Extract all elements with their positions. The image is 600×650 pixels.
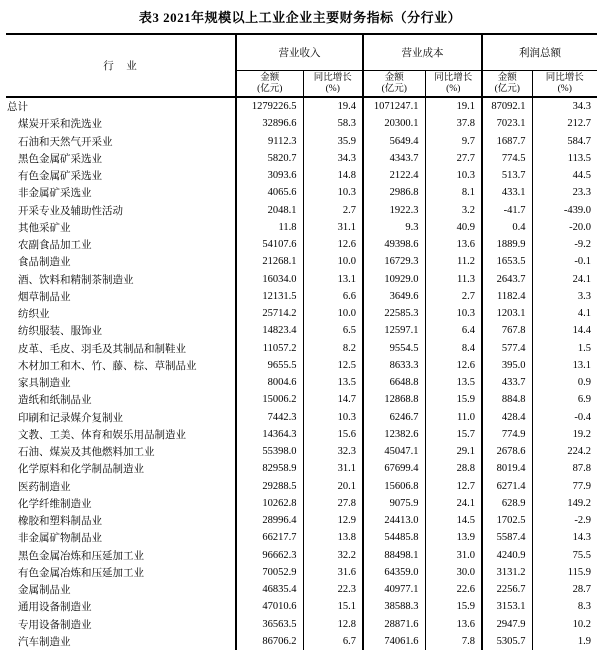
value-cell: 13.6 [425,236,482,253]
table-row [6,236,597,253]
industry-cell: 石油和天然气开采业 [6,133,236,150]
value-cell: 46835.4 [236,581,303,598]
table-row [6,478,597,495]
value-cell: 54107.6 [236,236,303,253]
value-cell: 28871.6 [363,616,425,633]
value-cell: 9655.5 [236,357,303,374]
table-row [6,512,597,529]
table-row [6,133,597,150]
value-cell: 774.5 [482,150,532,167]
header-revenue-amount: 金额 (亿元) [236,71,303,98]
value-cell: 1.9 [577,635,591,647]
value-cell: 87.8 [572,463,591,475]
table-row [6,547,597,564]
value-cell: 12.7 [425,478,482,495]
table-row [6,374,597,391]
value-cell: 45047.1 [363,443,425,460]
industry-cell: 纺织服装、服饰业 [6,322,236,339]
value-cell: 7.8 [425,633,482,650]
value-cell: 513.7 [482,167,532,184]
value-cell: 13.5 [303,374,363,391]
value-cell: 11.0 [425,409,482,426]
value-cell: 14.5 [425,512,482,529]
value-cell: 34.3 [303,150,363,167]
value-cell: 22.3 [303,581,363,598]
table-row [6,340,597,357]
header-operating-cost: 营业成本 [363,34,482,71]
value-cell: 6271.4 [482,478,532,495]
value-cell: -9.2 [574,239,591,251]
value-cell: 12382.6 [363,426,425,443]
table-row [6,322,597,339]
value-cell: 3649.6 [363,288,425,305]
value-cell: 4.1 [577,308,591,320]
value-cell: -20.0 [569,221,591,233]
value-cell: 9.7 [425,133,482,150]
value-cell: 584.7 [567,135,591,147]
value-cell: 86706.2 [236,633,303,650]
industry-cell: 煤炭开采和洗选业 [6,115,236,132]
value-cell: 28996.4 [236,512,303,529]
table-row [6,564,597,581]
table-row [6,115,597,132]
header-operating-revenue: 营业收入 [236,34,363,71]
header-cost-growth: 同比增长 (%) [425,71,482,98]
value-cell: 2947.9 [482,616,532,633]
industry-cell: 非金属矿采选业 [6,184,236,201]
table-row [6,97,597,115]
value-cell: 5649.4 [363,133,425,150]
value-cell: 82958.9 [236,460,303,477]
value-cell: 4343.7 [363,150,425,167]
value-cell: 19.1 [425,97,482,115]
value-cell: 628.9 [482,495,532,512]
value-cell: 36563.5 [236,616,303,633]
value-cell: -439.0 [563,204,591,216]
value-cell: 115.9 [567,566,591,578]
value-cell: 13.5 [425,374,482,391]
value-cell: 66217.7 [236,529,303,546]
table-row [6,184,597,201]
table-row [6,357,597,374]
table-row [6,426,597,443]
value-cell: -41.7 [482,202,532,219]
value-cell: 40977.1 [363,581,425,598]
value-cell: 28.8 [425,460,482,477]
value-cell: 9554.5 [363,340,425,357]
value-cell: 54485.8 [363,529,425,546]
value-cell: 14.4 [572,325,591,337]
value-cell: 6.7 [303,633,363,650]
table-body [6,97,597,650]
value-cell: 6.9 [577,394,591,406]
value-cell: 12868.8 [363,391,425,408]
value-cell: 70052.9 [236,564,303,581]
value-cell: 34.3 [572,101,591,113]
value-cell: 32.2 [303,547,363,564]
value-cell: 15.9 [425,598,482,615]
value-cell: 31.1 [303,460,363,477]
industry-cell: 黑色金属矿采选业 [6,150,236,167]
table-row [6,305,597,322]
value-cell: 10.3 [303,409,363,426]
financial-indicators-table [6,33,597,650]
industry-cell: 非金属矿物制品业 [6,529,236,546]
value-cell: 31.6 [303,564,363,581]
value-cell: 23.3 [572,187,591,199]
value-cell: 7442.3 [236,409,303,426]
industry-cell: 有色金属矿采选业 [6,167,236,184]
industry-cell: 文教、工美、体育和娱乐用品制造业 [6,426,236,443]
value-cell: 49398.6 [363,236,425,253]
table-row [6,598,597,615]
industry-cell: 家具制造业 [6,374,236,391]
value-cell: 14364.3 [236,426,303,443]
value-cell: 7023.1 [482,115,532,132]
value-cell: 10262.8 [236,495,303,512]
value-cell: 28.7 [572,584,591,596]
industry-cell: 橡胶和塑料制品业 [6,512,236,529]
value-cell: 433.1 [482,184,532,201]
industry-cell: 通用设备制造业 [6,598,236,615]
industry-cell: 汽车制造业 [6,633,236,650]
value-cell: 6.6 [303,288,363,305]
table-row [6,202,597,219]
value-cell: 1687.7 [482,133,532,150]
value-cell: 88498.1 [363,547,425,564]
value-cell: 30.0 [425,564,482,581]
value-cell: 12.6 [425,357,482,374]
table-row [6,409,597,426]
value-cell: 149.2 [567,497,591,509]
value-cell: 15.7 [425,426,482,443]
value-cell: 8.1 [425,184,482,201]
value-cell: 20300.1 [363,115,425,132]
value-cell: 1702.5 [482,512,532,529]
table-row [6,219,597,236]
value-cell: 15.1 [303,598,363,615]
value-cell: 6246.7 [363,409,425,426]
value-cell: 19.4 [303,97,363,115]
table-row [6,271,597,288]
value-cell: 12131.5 [236,288,303,305]
industry-cell: 皮革、毛皮、羽毛及其制品和制鞋业 [6,340,236,357]
value-cell: 1071247.1 [363,97,425,115]
value-cell: 37.8 [425,115,482,132]
value-cell: 14.8 [303,167,363,184]
industry-cell: 化学纤维制造业 [6,495,236,512]
value-cell: 5587.4 [482,529,532,546]
value-cell: 38588.3 [363,598,425,615]
table-row [6,495,597,512]
table-row [6,167,597,184]
value-cell: 9112.3 [236,133,303,150]
value-cell: 29.1 [425,443,482,460]
value-cell: 3.3 [577,290,591,302]
value-cell: 6648.8 [363,374,425,391]
value-cell: 12.9 [303,512,363,529]
value-cell: -0.1 [574,256,591,268]
table-row [6,633,597,650]
value-cell: 113.5 [567,152,591,164]
value-cell: 15.6 [303,426,363,443]
table-header [6,34,597,97]
value-cell: 5305.7 [482,633,532,650]
industry-cell: 烟草制品业 [6,288,236,305]
value-cell: 47010.6 [236,598,303,615]
value-cell: 13.1 [572,359,591,371]
header-profit-amount: 金额 (亿元) [482,71,532,98]
value-cell: 12.8 [303,616,363,633]
value-cell: 2.7 [303,202,363,219]
value-cell: 55398.0 [236,443,303,460]
value-cell: 15006.2 [236,391,303,408]
value-cell: 31.1 [303,219,363,236]
value-cell: 2122.4 [363,167,425,184]
value-cell: 774.9 [482,426,532,443]
value-cell: 428.4 [482,409,532,426]
value-cell: 1653.5 [482,253,532,270]
industry-cell: 总计 [6,97,236,115]
value-cell: 21268.1 [236,253,303,270]
value-cell: 2643.7 [482,271,532,288]
value-cell: 3131.2 [482,564,532,581]
value-cell: 13.9 [425,529,482,546]
value-cell: 44.5 [572,170,591,182]
industry-cell: 纺织业 [6,305,236,322]
value-cell: 10.3 [303,184,363,201]
value-cell: 884.8 [482,391,532,408]
value-cell: 5820.7 [236,150,303,167]
table-row [6,288,597,305]
value-cell: -0.4 [574,411,591,423]
industry-cell: 有色金属冶炼和压延加工业 [6,564,236,581]
value-cell: 19.2 [572,428,591,440]
value-cell: 13.8 [303,529,363,546]
table-title: 表3 2021年规模以上工业企业主要财务指标（分行业） [138,10,462,25]
header-revenue-growth: 同比增长 (%) [303,71,363,98]
table-row [6,460,597,477]
value-cell: 24.1 [572,273,591,285]
value-cell: 11.3 [425,271,482,288]
value-cell: 67699.4 [363,460,425,477]
table-row [6,443,597,460]
header-total-profit: 利润总额 [482,34,597,71]
value-cell: 77.9 [572,480,591,492]
value-cell: 1889.9 [482,236,532,253]
value-cell: 8.3 [577,601,591,613]
industry-cell: 木材加工和木、竹、藤、棕、草制品业 [6,357,236,374]
value-cell: 1.5 [577,342,591,354]
value-cell: 11.2 [425,253,482,270]
industry-cell: 石油、煤炭及其他燃料加工业 [6,443,236,460]
value-cell: 16034.0 [236,271,303,288]
value-cell: 12597.1 [363,322,425,339]
value-cell: 8019.4 [482,460,532,477]
value-cell: 3153.1 [482,598,532,615]
value-cell: 2678.6 [482,443,532,460]
value-cell: 14823.4 [236,322,303,339]
value-cell: 0.4 [482,219,532,236]
value-cell: 20.1 [303,478,363,495]
value-cell: 75.5 [572,549,591,561]
value-cell: 32896.6 [236,115,303,132]
industry-cell: 化学原料和化学制品制造业 [6,460,236,477]
value-cell: 8633.3 [363,357,425,374]
value-cell: 24.1 [425,495,482,512]
value-cell: 10.2 [572,618,591,630]
value-cell: 767.8 [482,322,532,339]
value-cell: 577.4 [482,340,532,357]
value-cell: 14.3 [572,532,591,544]
value-cell: 3093.6 [236,167,303,184]
value-cell: 24413.0 [363,512,425,529]
value-cell: 224.2 [567,446,591,458]
table-row [6,391,597,408]
value-cell: 4240.9 [482,547,532,564]
value-cell: 40.9 [425,219,482,236]
value-cell: 1203.1 [482,305,532,322]
industry-cell: 食品制造业 [6,253,236,270]
value-cell: 11057.2 [236,340,303,357]
value-cell: 16729.3 [363,253,425,270]
title-bar [0,0,600,33]
value-cell: 96662.3 [236,547,303,564]
industry-cell: 黑色金属冶炼和压延加工业 [6,547,236,564]
value-cell: 64359.0 [363,564,425,581]
value-cell: 2.7 [425,288,482,305]
value-cell: 87092.1 [482,97,532,115]
header-profit-growth: 同比增长 (%) [545,72,584,94]
value-cell: 22.6 [425,581,482,598]
table-row [6,150,597,167]
value-cell: 433.7 [482,374,532,391]
value-cell: 8004.6 [236,374,303,391]
value-cell: 1922.3 [363,202,425,219]
value-cell: 11.8 [236,219,303,236]
industry-cell: 农副食品加工业 [6,236,236,253]
value-cell: 74061.6 [363,633,425,650]
industry-cell: 酒、饮料和精制茶制造业 [6,271,236,288]
value-cell: 32.3 [303,443,363,460]
value-cell: 22585.3 [363,305,425,322]
value-cell: 31.0 [425,547,482,564]
value-cell: 9075.9 [363,495,425,512]
industry-cell: 金属制品业 [6,581,236,598]
value-cell: 6.5 [303,322,363,339]
value-cell: 10.3 [425,167,482,184]
value-cell: 212.7 [567,118,591,130]
value-cell: 15606.8 [363,478,425,495]
value-cell: 0.9 [577,377,591,389]
value-cell: 9.3 [363,219,425,236]
industry-cell: 开采专业及辅助性活动 [6,202,236,219]
value-cell: 4065.6 [236,184,303,201]
value-cell: 27.8 [303,495,363,512]
value-cell: 27.7 [425,150,482,167]
value-cell: 12.6 [303,236,363,253]
value-cell: 10.0 [303,305,363,322]
table-row [6,529,597,546]
value-cell: 2986.8 [363,184,425,201]
value-cell: 13.1 [303,271,363,288]
value-cell: 10929.0 [363,271,425,288]
table-row [6,616,597,633]
value-cell: 3.2 [425,202,482,219]
industry-cell: 印刷和记录媒介复制业 [6,409,236,426]
industry-cell: 其他采矿业 [6,219,236,236]
value-cell: 2048.1 [236,202,303,219]
value-cell: 8.4 [425,340,482,357]
value-cell: 10.3 [425,305,482,322]
value-cell: 2256.7 [482,581,532,598]
value-cell: 13.6 [425,616,482,633]
value-cell: 14.7 [303,391,363,408]
industry-cell: 专用设备制造业 [6,616,236,633]
value-cell: 58.3 [303,115,363,132]
value-cell: 395.0 [482,357,532,374]
table-row [6,253,597,270]
value-cell: 12.5 [303,357,363,374]
industry-cell: 医药制造业 [6,478,236,495]
value-cell: 1182.4 [482,288,532,305]
value-cell: 8.2 [303,340,363,357]
table-row [6,581,597,598]
value-cell: 35.9 [303,133,363,150]
header-industry: 行 业 [6,34,236,97]
header-cost-amount: 金额 (亿元) [363,71,425,98]
value-cell: 1279226.5 [236,97,303,115]
value-cell: 15.9 [425,391,482,408]
value-cell: 25714.2 [236,305,303,322]
industry-cell: 造纸和纸制品业 [6,391,236,408]
value-cell: 29288.5 [236,478,303,495]
value-cell: 6.4 [425,322,482,339]
value-cell: -2.9 [574,515,591,527]
value-cell: 10.0 [303,253,363,270]
